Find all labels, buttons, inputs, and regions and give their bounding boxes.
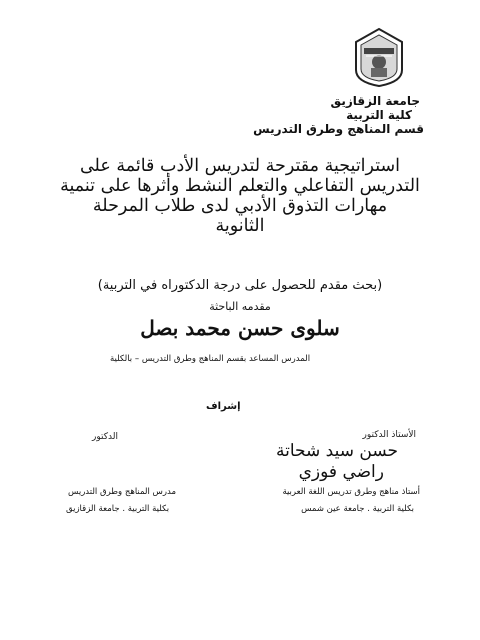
thesis-title — [40, 156, 440, 236]
supervisor-2-title: الدكتور — [92, 432, 118, 442]
presented-by-label: مقدمه الباحثة — [209, 300, 271, 313]
student-name: سلوى حسن محمد بصل — [140, 316, 340, 340]
thesis-title-line-3: مهارات التذوق الأدبي لدى طلاب المرحلة — [92, 196, 388, 216]
student-role: المدرس المساعد بقسم المناهج وطرق التدريس – بالكلية — [110, 354, 311, 364]
supervisor-2-affiliation: بكلية التربية . جامعة الزقازيق — [66, 504, 170, 514]
faculty-name: كلية التربية — [346, 108, 412, 122]
university-logo — [352, 26, 406, 88]
supervisor-2-position: مدرس المناهج وطرق التدريس — [68, 487, 177, 497]
supervisor-1-name-continued: راضي فوزي — [298, 462, 384, 482]
degree-statement: (بحث مقدم للحصول على درجة الدكتوراه في التربية) — [97, 278, 383, 293]
thesis-title-line-4: الثانوية — [215, 216, 265, 236]
supervisor-1-name: حسن سيد شحاتة — [276, 441, 398, 461]
department-name: قسم المناهج وطرق التدريس — [253, 122, 424, 136]
supervisor-1-affiliation: بكلية التربية . جامعة عين شمس — [301, 504, 414, 514]
zagazig-university-seal-icon — [352, 26, 406, 88]
thesis-title-line-1: استراتيجية مقترحة لتدريس الأدب قائمة على — [79, 156, 401, 176]
supervisor-1-position: أستاذ مناهج وطرق تدريس اللغة العربية — [282, 487, 420, 497]
thesis-title-line-2: التدريس التفاعلي والتعلم النشط وأثرها على تنمية — [60, 176, 420, 196]
supervision-label: إشراف — [206, 401, 241, 412]
supervisor-1-title: الأستاذ الدكتور — [362, 430, 416, 440]
university-name: جامعة الزقازيق — [330, 94, 420, 108]
